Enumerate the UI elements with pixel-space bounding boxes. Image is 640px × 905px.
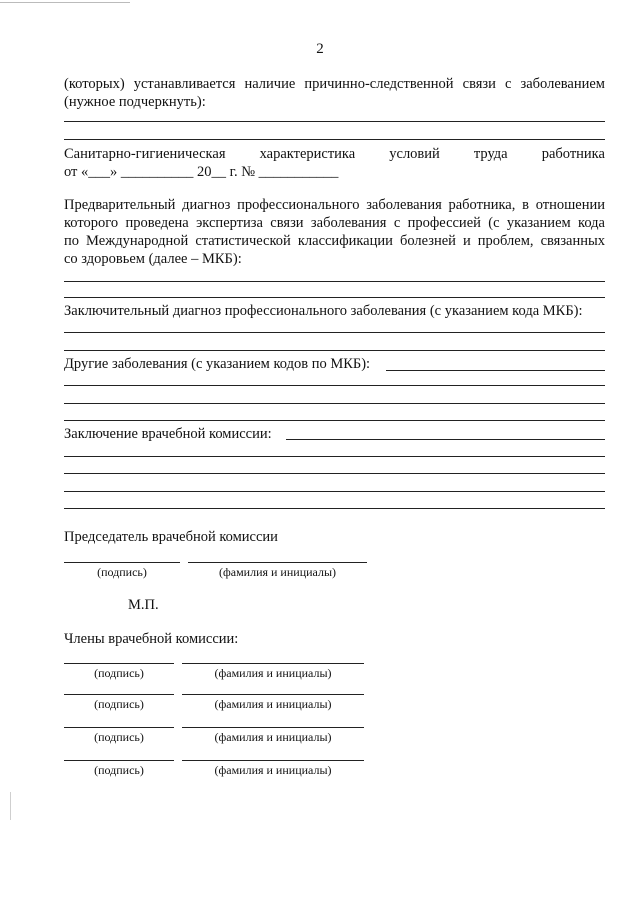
other-diseases-fill-line[interactable]	[64, 403, 605, 404]
member-signature-line[interactable]	[64, 727, 174, 728]
preliminary-diagnosis-line2: которого проведена экспертиза связи заболевания с профессией (с указанием кода	[64, 215, 605, 231]
member-name-line[interactable]	[182, 694, 364, 695]
members-label: Члены врачебной комиссии:	[64, 631, 239, 647]
sanitary-word: труда	[473, 146, 508, 162]
preliminary-diagnosis-line3: по Международной статистической классификации болезней и проблем, связанных	[64, 233, 605, 249]
preliminary-diagnosis-line1: Предварительный диагноз профессионального заболевания работника, в отношении	[64, 197, 605, 213]
stamp-place: М.П.	[128, 597, 159, 613]
commission-conclusion-fill-line[interactable]	[64, 491, 605, 492]
scan-margin-mark	[10, 792, 11, 820]
member-name-caption: (фамилия и инициалы)	[214, 697, 332, 711]
member-name-line[interactable]	[182, 727, 364, 728]
final-diagnosis-fill-line[interactable]	[64, 332, 605, 333]
preliminary-diagnosis-line4: со здоровьем (далее – МКБ):	[64, 251, 242, 267]
sanitary-word: условий	[389, 146, 440, 162]
causal-fill-line[interactable]	[64, 121, 605, 122]
other-diseases-fill-line[interactable]	[64, 420, 605, 421]
commission-conclusion-fill-line[interactable]	[286, 439, 605, 440]
member-name-caption: (фамилия и инициалы)	[214, 666, 332, 680]
member-signature-caption: (подпись)	[94, 730, 144, 744]
chairman-label: Председатель врачебной комиссии	[64, 529, 278, 545]
chairman-signature-line[interactable]	[64, 562, 180, 563]
sanitary-word: Санитарно-гигиеническая	[64, 146, 226, 162]
member-name-caption: (фамилия и инициалы)	[214, 763, 332, 777]
sanitary-date-number[interactable]: от «___» __________ 20__ г. № ___________	[64, 164, 339, 180]
commission-conclusion-fill-line[interactable]	[64, 508, 605, 509]
preliminary-diagnosis-fill-line[interactable]	[64, 297, 605, 298]
member-signature-caption: (подпись)	[94, 666, 144, 680]
other-diseases-fill-line[interactable]	[64, 385, 605, 386]
chairman-name-caption: (фамилия и инициалы)	[218, 565, 337, 579]
member-signature-caption: (подпись)	[94, 763, 144, 777]
sanitary-word: работника	[541, 146, 605, 162]
scan-edge-line	[0, 2, 130, 3]
commission-conclusion-fill-line[interactable]	[64, 456, 605, 457]
member-signature-line[interactable]	[64, 694, 174, 695]
member-name-caption: (фамилия и инициалы)	[214, 730, 332, 744]
chairman-name-line[interactable]	[188, 562, 367, 563]
member-signature-caption: (подпись)	[94, 697, 144, 711]
final-diagnosis-label: Заключительный диагноз профессионального заболевания (с указанием кода МКБ):	[64, 303, 583, 319]
page-number: 2	[316, 41, 324, 57]
causal-fill-line[interactable]	[64, 139, 605, 140]
member-name-line[interactable]	[182, 663, 364, 664]
commission-conclusion-label: Заключение врачебной комиссии:	[64, 426, 272, 442]
member-name-line[interactable]	[182, 760, 364, 761]
causal-text-line1: (которых) устанавливается наличие причинно-следственной связи с заболеванием	[64, 76, 605, 92]
preliminary-diagnosis-fill-line[interactable]	[64, 281, 605, 282]
member-signature-line[interactable]	[64, 760, 174, 761]
chairman-signature-caption: (подпись)	[97, 565, 147, 579]
other-diseases-fill-line[interactable]	[386, 370, 605, 371]
sanitary-characteristic-line1	[64, 145, 605, 163]
causal-text-line2: (нужное подчеркнуть):	[64, 94, 206, 110]
sanitary-word: характеристика	[259, 146, 356, 162]
other-diseases-label: Другие заболевания (с указанием кодов по МКБ):	[64, 356, 371, 372]
final-diagnosis-fill-line[interactable]	[64, 350, 605, 351]
commission-conclusion-fill-line[interactable]	[64, 473, 605, 474]
member-signature-line[interactable]	[64, 663, 174, 664]
